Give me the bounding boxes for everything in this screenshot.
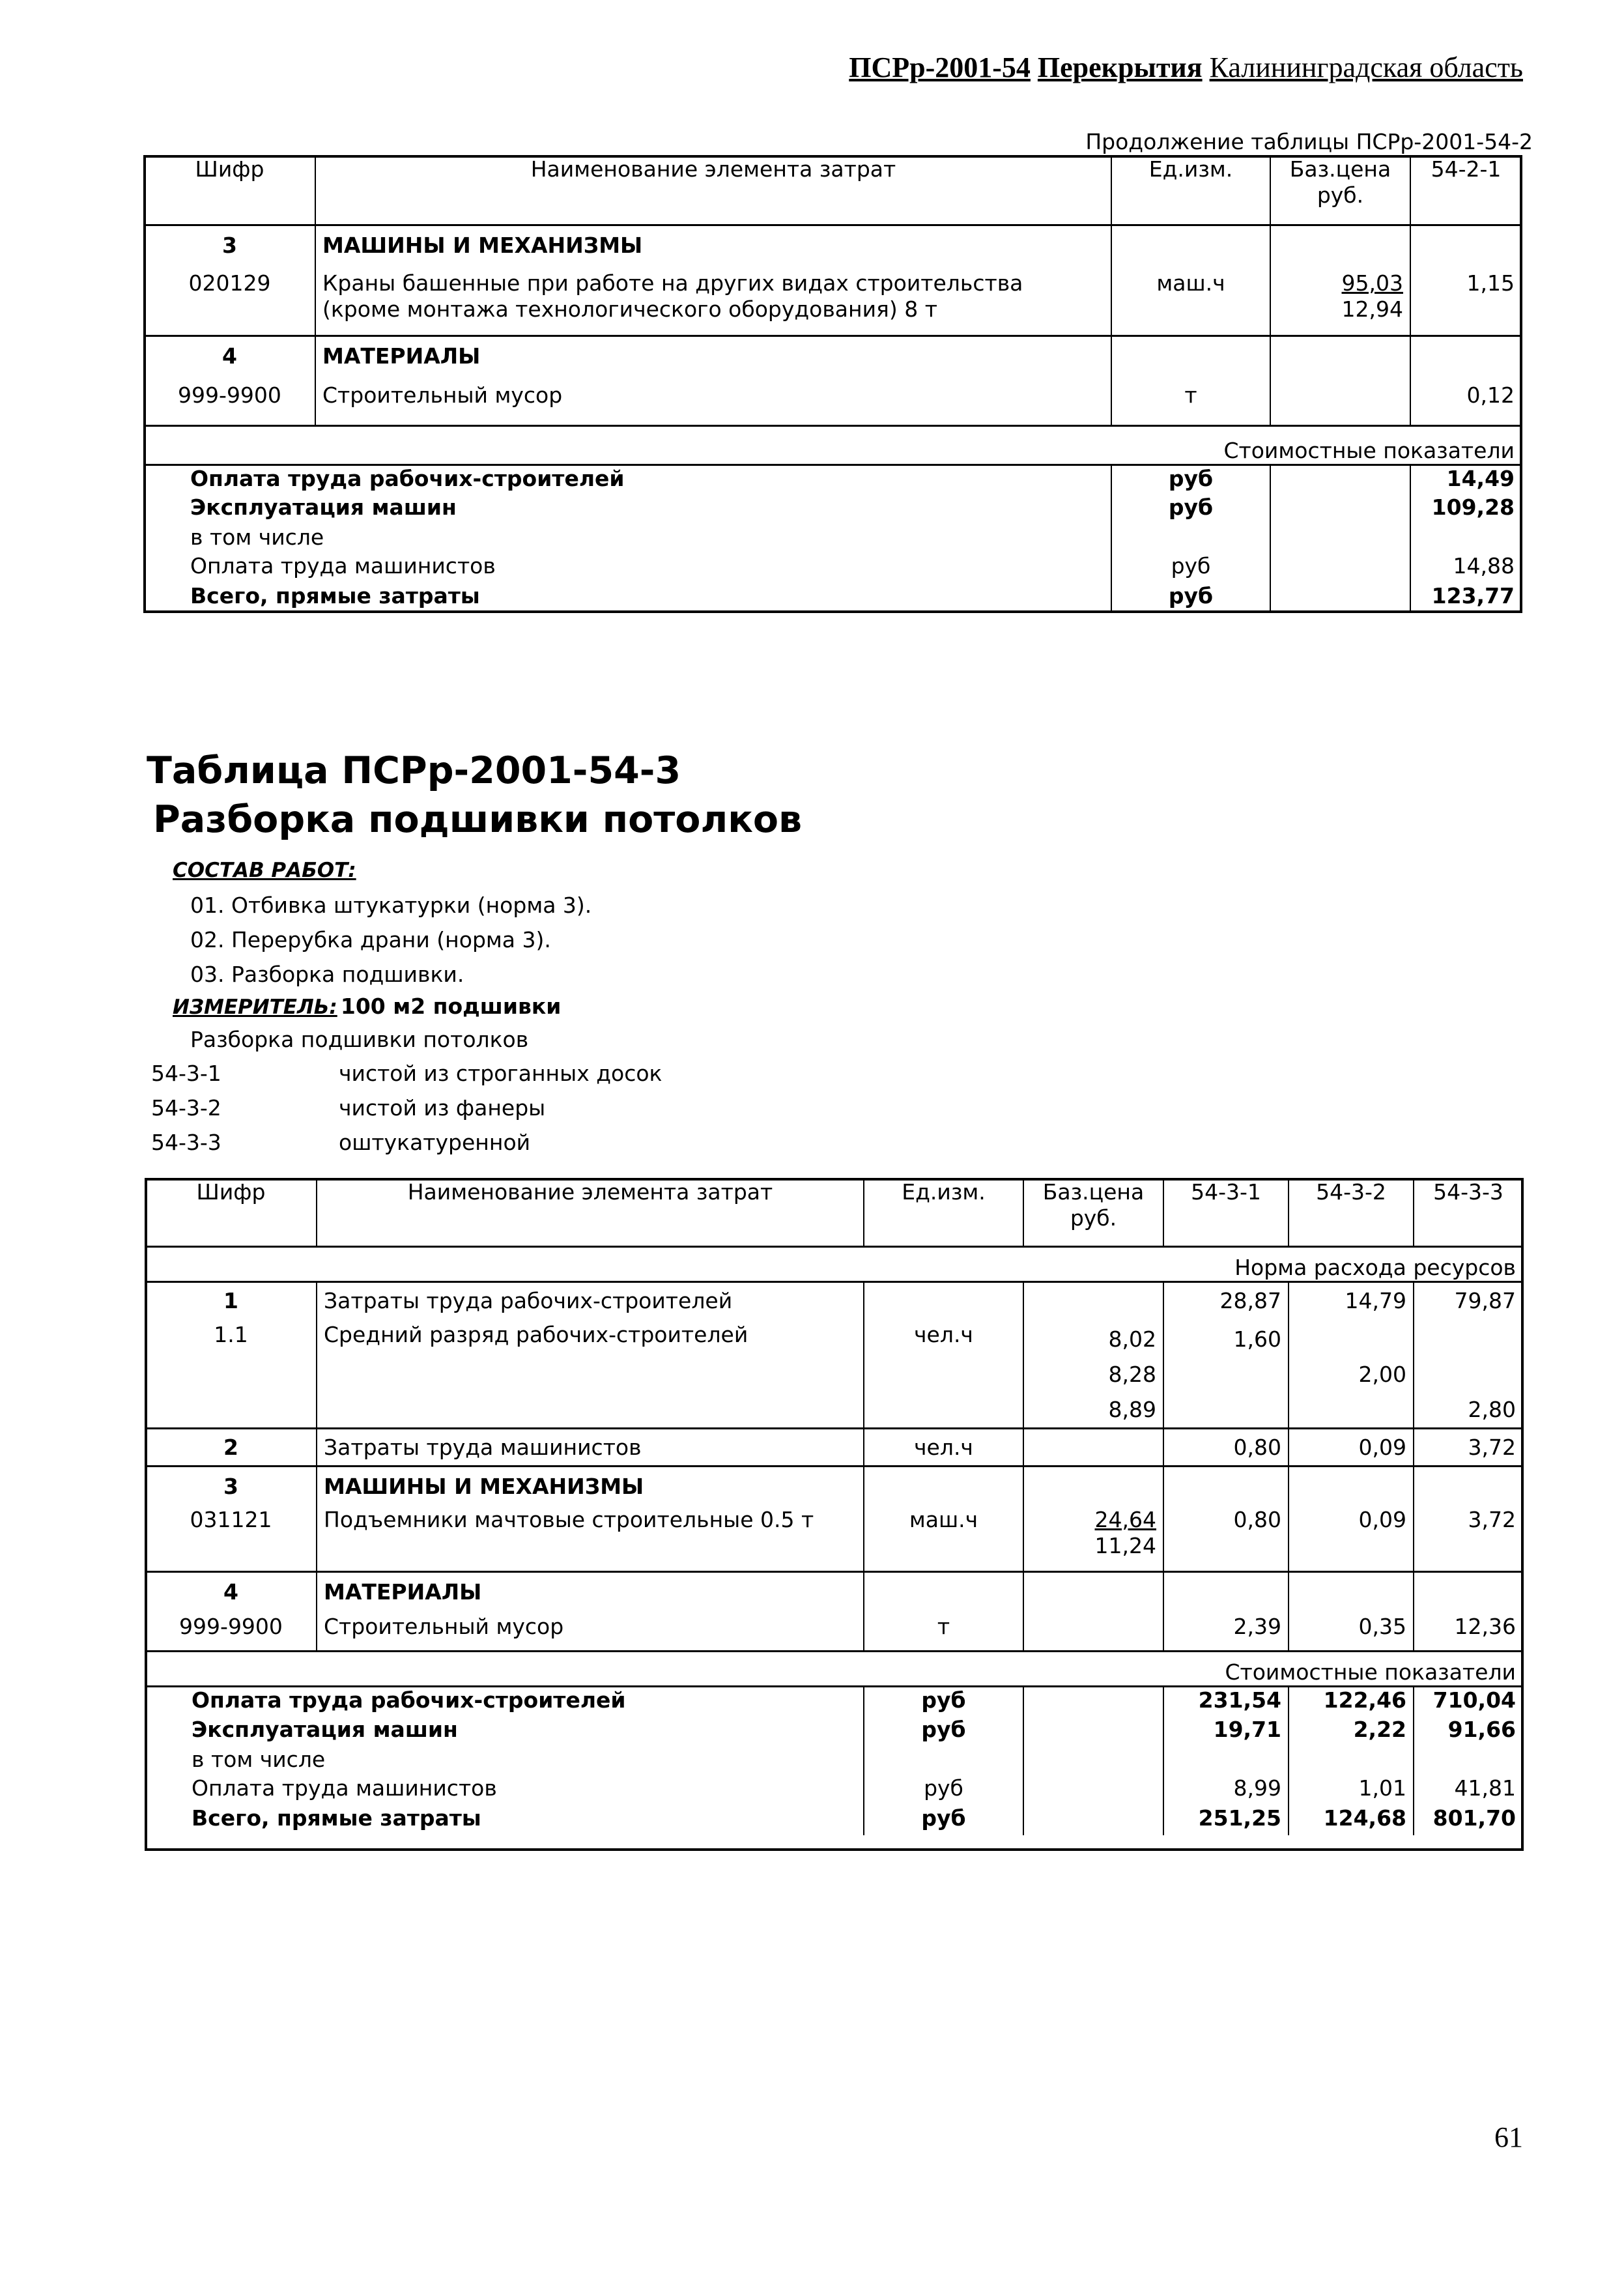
price-denominator: 11,24 xyxy=(1094,1532,1156,1558)
table-row xyxy=(146,1281,1522,1319)
header-col-54-2-1: 54-2-1 xyxy=(1410,156,1521,225)
row-name: Средний разряд рабочих-строителей xyxy=(317,1319,864,1429)
group-name: Разборка подшивки потолков xyxy=(190,1027,529,1052)
cost-title-row xyxy=(146,1652,1522,1687)
cost-row xyxy=(145,583,1521,613)
table-row xyxy=(145,336,1521,382)
header-unit: Ед.изм. xyxy=(1111,156,1270,225)
cost-row xyxy=(145,494,1521,524)
table-row xyxy=(145,225,1521,270)
table-54-2 xyxy=(145,156,1521,613)
cost-unit: руб xyxy=(864,1805,1023,1835)
row-value-3: 79,87 xyxy=(1414,1281,1522,1319)
table-row xyxy=(145,382,1521,425)
row-unit: т xyxy=(1111,382,1270,425)
header-col-54-3-3: 54-3-3 xyxy=(1414,1179,1522,1246)
row-code: 999-9900 xyxy=(179,1613,283,1639)
row-code: 4 xyxy=(145,336,315,382)
table-row xyxy=(146,1319,1522,1429)
cost-unit: руб xyxy=(1111,494,1270,524)
row-name: МАТЕРИАЛЫ xyxy=(315,336,1111,382)
table-row xyxy=(146,1507,1522,1572)
variant-code: 54-3-3 xyxy=(151,1130,221,1155)
cost-title: Стоимостные показатели xyxy=(145,425,1521,465)
cost-value: 14,49 xyxy=(1410,465,1521,494)
row-value-1: 2,39 xyxy=(1163,1614,1289,1652)
cost-name: в том числе xyxy=(192,1746,326,1772)
cost-value-1: 19,71 xyxy=(1163,1717,1289,1747)
cost-value-2: 122,46 xyxy=(1289,1687,1414,1717)
cost-row xyxy=(146,1805,1522,1835)
table-row xyxy=(146,1429,1522,1467)
cost-title-row xyxy=(145,425,1521,465)
row-code: 031121 xyxy=(190,1506,272,1532)
row-code: 999-9900 xyxy=(178,382,281,408)
table-row xyxy=(145,270,1521,336)
cost-value-2: 124,68 xyxy=(1289,1805,1414,1835)
row-code: 4 xyxy=(146,1572,317,1614)
price-denominator: 12,94 xyxy=(1341,296,1403,322)
cost-name: Оплата труда машинистов xyxy=(190,553,496,579)
price-grade: 8,02 xyxy=(1108,1326,1156,1352)
cost-unit: руб xyxy=(1111,553,1270,583)
header-unit: Ед.изм. xyxy=(864,1179,1023,1246)
header-price: Баз.цена руб. xyxy=(1023,1179,1163,1246)
cost-value: 109,28 xyxy=(1410,494,1521,524)
row-code: 1 xyxy=(146,1281,317,1319)
table-row xyxy=(146,1614,1522,1652)
row-name: Подъемники мачтовые строительные 0.5 т xyxy=(317,1507,864,1572)
row-value-3 xyxy=(1414,1319,1522,1429)
cost-value-3: 710,04 xyxy=(1414,1687,1522,1717)
work-item: 03. Разборка подшивки. xyxy=(190,962,464,987)
row-unit: маш.ч xyxy=(864,1507,1023,1572)
works-label: СОСТАВ РАБОТ: xyxy=(173,859,356,882)
row-unit: чел.ч xyxy=(864,1319,1023,1429)
row-value-2: 0,35 xyxy=(1289,1614,1414,1652)
row-code: 2 xyxy=(146,1429,317,1467)
row-value-1: 0,80 xyxy=(1163,1507,1289,1572)
meter-value: 100 м2 подшивки xyxy=(340,994,562,1019)
work-item: 02. Перерубка драни (норма 3). xyxy=(190,927,551,952)
norm-title: Норма расхода ресурсов xyxy=(1234,1254,1516,1280)
row-value: 0,12 xyxy=(1410,382,1521,425)
row-value-2: 0,09 xyxy=(1289,1429,1414,1467)
cost-row xyxy=(145,553,1521,583)
row-code: 3 xyxy=(146,1467,317,1507)
header-name: Наименование элемента затрат xyxy=(315,156,1111,225)
variant-code: 54-3-1 xyxy=(151,1061,221,1086)
cost-unit: руб xyxy=(1111,465,1270,494)
cost-unit: руб xyxy=(864,1687,1023,1717)
cost-name: в том числе xyxy=(190,524,324,550)
header-col-54-3-1: 54-3-1 xyxy=(1163,1179,1289,1246)
cost-unit: руб xyxy=(1111,583,1270,613)
row-value-1: 0,80 xyxy=(1163,1429,1289,1467)
row-value-2: 0,09 xyxy=(1289,1507,1414,1572)
table-header-row xyxy=(145,156,1521,225)
header-section: Перекрытия xyxy=(1037,51,1203,83)
price-grade: 8,89 xyxy=(1108,1397,1156,1422)
row-unit: чел.ч xyxy=(864,1429,1023,1467)
cost-unit: руб xyxy=(864,1775,1023,1805)
price-grade: 8,28 xyxy=(1108,1362,1156,1387)
cost-name: Оплата труда машинистов xyxy=(192,1775,497,1801)
header-price: Баз.цена руб. xyxy=(1270,156,1410,225)
meter-label: ИЗМЕРИТЕЛЬ: xyxy=(173,995,337,1019)
meter-line xyxy=(173,994,561,1019)
row-code: 1.1 xyxy=(214,1322,248,1347)
grade-value: 2,80 xyxy=(1468,1397,1516,1422)
cost-value: 123,77 xyxy=(1410,583,1521,613)
row-name: Затраты труда машинистов xyxy=(317,1429,864,1467)
header-region: Калининградская область xyxy=(1209,51,1523,83)
header-code: Шифр xyxy=(146,1179,317,1246)
norm-title-row xyxy=(146,1246,1522,1281)
header-code: Шифр xyxy=(145,156,315,225)
cost-value-1: 8,99 xyxy=(1163,1775,1289,1805)
cost-title: Стоимостные показатели xyxy=(146,1652,1522,1687)
cost-row xyxy=(146,1775,1522,1805)
row-name: МАШИНЫ И МЕХАНИЗМЫ xyxy=(317,1467,864,1507)
cost-value: 14,88 xyxy=(1410,553,1521,583)
price-numerator: 95,03 xyxy=(1341,270,1403,296)
variant-desc: чистой из фанеры xyxy=(339,1095,546,1121)
cost-row xyxy=(146,1747,1522,1775)
row-code: 3 xyxy=(222,232,237,258)
row-value-3: 12,36 xyxy=(1414,1614,1522,1652)
row-value-1 xyxy=(1163,1319,1289,1429)
variant-code: 54-3-2 xyxy=(151,1095,221,1121)
cost-value-2: 2,22 xyxy=(1289,1717,1414,1747)
cost-value-3: 91,66 xyxy=(1414,1717,1522,1747)
table-54-3 xyxy=(146,1179,1522,1835)
cost-name: Оплата труда рабочих-строителей xyxy=(146,1687,864,1717)
table-header-row xyxy=(146,1179,1522,1246)
row-value: 1,15 xyxy=(1410,270,1521,336)
row-price-list xyxy=(1023,1319,1163,1429)
row-name: Строительный мусор xyxy=(317,1614,864,1652)
variant-desc: чистой из строганных досок xyxy=(339,1061,662,1086)
cost-row xyxy=(145,465,1521,494)
cost-value-1: 251,25 xyxy=(1163,1805,1289,1835)
row-unit: маш.ч xyxy=(1111,270,1270,336)
table-row xyxy=(146,1467,1522,1507)
row-name: Затраты труда рабочих-строителей xyxy=(317,1281,864,1319)
row-value-3: 3,72 xyxy=(1414,1429,1522,1467)
row-price xyxy=(1023,1507,1163,1572)
header-code: ПСРр-2001-54 xyxy=(849,51,1031,83)
row-value-2: 14,79 xyxy=(1289,1281,1414,1319)
row-unit: т xyxy=(864,1614,1023,1652)
page-number: 61 xyxy=(1494,2121,1523,2153)
cost-unit: руб xyxy=(864,1717,1023,1747)
continuation-note: Продолжение таблицы ПСРр-2001-54-2 xyxy=(1085,129,1533,154)
row-name: МАШИНЫ И МЕХАНИЗМЫ xyxy=(315,225,1111,270)
row-value-3: 3,72 xyxy=(1414,1507,1522,1572)
cost-row xyxy=(146,1717,1522,1747)
row-name: Краны башенные при работе на других видах строительства (кроме монтажа технологического оборудования) 8 т xyxy=(315,270,1111,336)
cost-name: Эксплуатация машин xyxy=(190,494,457,520)
table-subtitle: Разборка подшивки потолков xyxy=(153,798,803,841)
cost-name: Всего, прямые затраты xyxy=(190,583,480,608)
cost-row xyxy=(146,1687,1522,1717)
grade-value: 1,60 xyxy=(1233,1326,1281,1352)
running-header xyxy=(849,51,1523,84)
row-name: МАТЕРИАЛЫ xyxy=(317,1572,864,1614)
cost-name: Оплата труда рабочих-строителей xyxy=(145,465,1111,494)
row-value-1: 28,87 xyxy=(1163,1281,1289,1319)
price-numerator: 24,64 xyxy=(1094,1506,1156,1532)
cost-value-2: 1,01 xyxy=(1289,1775,1414,1805)
table-title: Таблица ПСРр-2001-54-3 xyxy=(147,749,681,792)
variant-desc: оштукатуренной xyxy=(339,1130,531,1155)
cost-name: Эксплуатация машин xyxy=(192,1716,458,1742)
row-price xyxy=(1270,270,1410,336)
cost-value-1: 231,54 xyxy=(1163,1687,1289,1717)
cost-name: Всего, прямые затраты xyxy=(192,1805,481,1831)
row-code: 020129 xyxy=(188,270,271,296)
cost-value-3: 41,81 xyxy=(1414,1775,1522,1805)
table-row xyxy=(146,1572,1522,1614)
work-item: 01. Отбивка штукатурки (норма 3). xyxy=(190,893,592,918)
grade-value: 2,00 xyxy=(1358,1362,1406,1387)
row-value-2 xyxy=(1289,1319,1414,1429)
row-name: Строительный мусор xyxy=(315,382,1111,425)
cost-value-3: 801,70 xyxy=(1414,1805,1522,1835)
cost-row xyxy=(145,524,1521,553)
header-name: Наименование элемента затрат xyxy=(317,1179,864,1246)
header-col-54-3-2: 54-3-2 xyxy=(1289,1179,1414,1246)
